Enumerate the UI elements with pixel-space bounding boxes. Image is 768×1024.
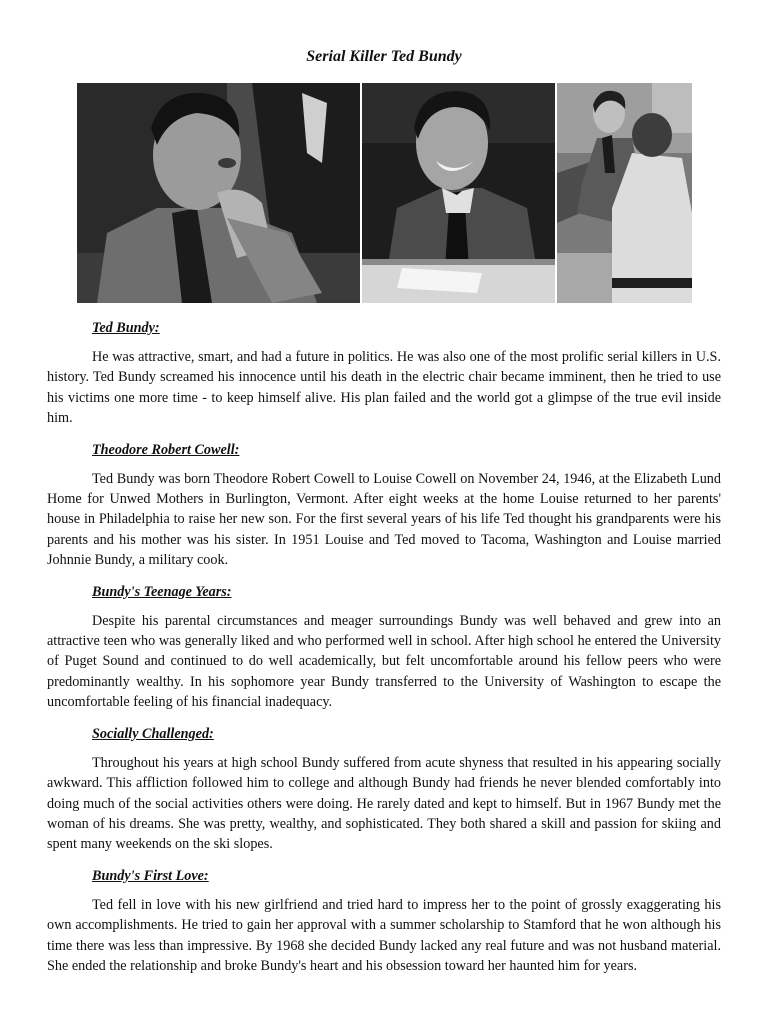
section-heading: Ted Bundy: (92, 320, 160, 336)
document-body (47, 318, 721, 987)
section-socially-challenged (47, 724, 721, 855)
photo-courtroom-with-officer-icon (557, 83, 692, 303)
section-first-love (47, 866, 721, 977)
section-heading: Bundy's First Love: (92, 867, 209, 884)
section-heading: Bundy's Teenage Years: (92, 583, 232, 600)
portrait-photo-hand-on-chin-icon (77, 83, 360, 303)
section-theodore-robert-cowell (47, 440, 721, 571)
section-heading: Theodore Robert Cowell: (92, 441, 240, 458)
section-paragraph: Ted Bundy was born Theodore Robert Cowell to Louise Cowell on November 24, 1946, at the Elizabeth Lund Home for Unwed Mothers in Burlington, Vermont. After eight weeks at the home Louise returned to her parents' house in Philadelphia to raise her new son. For the first several years of his life Ted thought his grandparents were his parents and his mother was his sister. In 1951 Louise and Ted moved to Tacoma, Washington and Louise married Johnnie Bundy, a military cook. (47, 470, 721, 569)
section-paragraph: Throughout his years at high school Bundy suffered from acute shyness that resulted in his appearing socially awkward. This affliction followed him to college and although Bundy had friends he never blended comfortably into doing much of the social activities others were doing. He rarely dated and kept to himself. But in 1967 Bundy met the woman of his dreams. She was pretty, wealthy, and sophisticated. They both shared a skill and passion for skiing and spent many weekends on the ski slopes. (47, 754, 721, 853)
section-teenage-years (47, 582, 721, 713)
section-paragraph: Despite his parental circumstances and meager surroundings Bundy was well behaved and grew into an attractive teen who was generally liked and who performed well in school. After high school he entered the University of Puget Sound and continued to do well academically, but felt uncomfortable around his fellow peers who were predominantly wealthy. In his sophomore year Bundy transferred to the University of Washington to escape the uncomfortable feeling of his financial inadequacy. (47, 612, 721, 711)
section-paragraph: Ted fell in love with his new girlfriend and tried hard to impress her to the point of grossly exaggerating his own accomplishments. He tried to gain her approval with a summer scholarship to Stamford that he won although his time there was less than impressive. By 1968 she decided Bundy lacked any real future and was not husband material. She ended the relationship and broke Bundy's heart and his obsession toward her haunted him for years. (47, 896, 721, 974)
section-paragraph: He was attractive, smart, and had a future in politics. He was also one of the most prolific serial killers in U.S. history. Ted Bundy screamed his innocence until his death in the electric chair became imminent, then he tried to use his victims one more time - to keep himself alive. His plan failed and the world got a glimpse of the true evil inside him. (47, 349, 721, 427)
photo-strip (77, 83, 692, 303)
portrait-photo-smiling-courtroom-icon (362, 83, 555, 303)
document-title: Serial Killer Ted Bundy (306, 48, 462, 65)
section-ted-bundy (47, 318, 721, 429)
section-heading: Socially Challenged: (92, 725, 214, 742)
